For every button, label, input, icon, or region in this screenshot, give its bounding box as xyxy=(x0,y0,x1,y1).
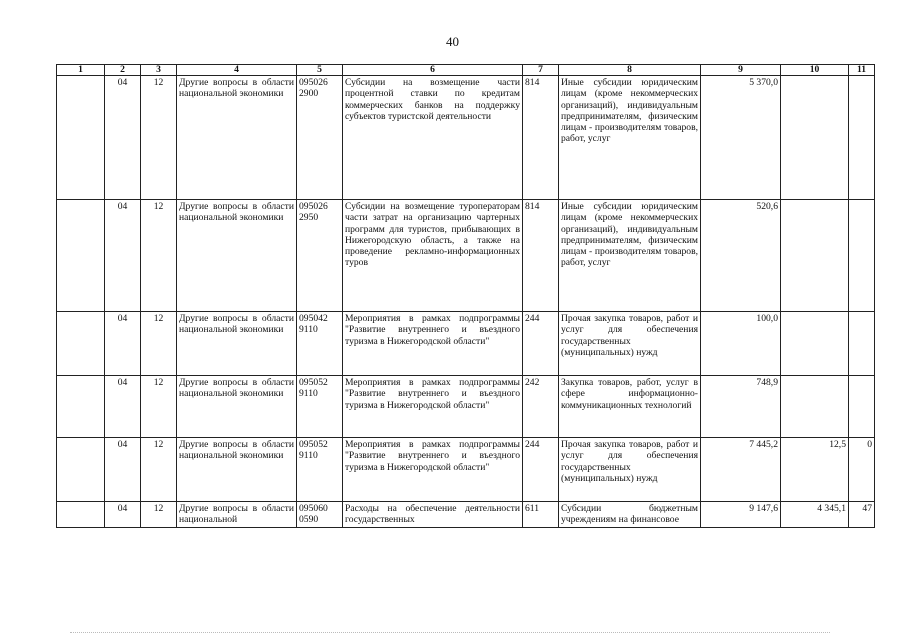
cell-amount: 5 370,0 xyxy=(701,76,781,200)
column-header: 4 xyxy=(177,65,297,76)
cell-percent xyxy=(849,200,875,312)
cell-expense-name: Иные субсидии юридическим лицам (кроме некоммерческих организаций), индивидуальным предпринимателям, физическим лицам - производителям товаров, работ, услуг xyxy=(559,200,701,312)
cell-percent xyxy=(849,312,875,376)
column-header: 1 xyxy=(57,65,105,76)
cell-expense-name: Субсидии бюджетным учреждениям на финансовое xyxy=(559,502,701,528)
cell-section: 04 xyxy=(105,200,141,312)
cell-target-name: Мероприятия в рамках подпрограммы "Развитие внутреннего и въездного туризма в Нижегородской области" xyxy=(343,376,523,438)
page-number: 40 xyxy=(446,34,459,49)
cell-col1 xyxy=(57,76,105,200)
cell-section-name: Другие вопросы в области национальной xyxy=(177,502,297,528)
table-header-row xyxy=(57,65,875,76)
cell-amount-executed xyxy=(781,200,849,312)
table-row xyxy=(57,502,875,528)
cell-target-code: 095052 9110 xyxy=(297,376,343,438)
cell-percent xyxy=(849,376,875,438)
cell-expense-name: Прочая закупка товаров, работ и услуг для обеспечения государственных (муниципальных) нужд xyxy=(559,312,701,376)
cell-target-name: Субсидии на возмещение туроператорам части затрат на организацию чартерных программ для туристов, прибывающих в Нижегородскую область, а также на проведение рекламно-информационных туров xyxy=(343,200,523,312)
cell-subsection: 12 xyxy=(141,502,177,528)
table-row xyxy=(57,312,875,376)
cell-section-name: Другие вопросы в области национальной экономики xyxy=(177,376,297,438)
cell-target-code: 095052 9110 xyxy=(297,438,343,502)
cell-section: 04 xyxy=(105,76,141,200)
cell-section-name: Другие вопросы в области национальной экономики xyxy=(177,438,297,502)
cell-expense-code: 814 xyxy=(523,76,559,200)
cell-subsection: 12 xyxy=(141,438,177,502)
cell-expense-name: Прочая закупка товаров, работ и услуг для обеспечения государственных (муниципальных) нужд xyxy=(559,438,701,502)
column-header: 5 xyxy=(297,65,343,76)
cell-amount-executed: 4 345,1 xyxy=(781,502,849,528)
cell-subsection: 12 xyxy=(141,200,177,312)
table-row xyxy=(57,438,875,502)
cell-col1 xyxy=(57,200,105,312)
cell-section-name: Другие вопросы в области национальной экономики xyxy=(177,200,297,312)
cell-expense-code: 242 xyxy=(523,376,559,438)
column-header: 11 xyxy=(849,65,875,76)
table-row xyxy=(57,76,875,200)
cell-section: 04 xyxy=(105,502,141,528)
cell-section-name: Другие вопросы в области национальной экономики xyxy=(177,76,297,200)
cell-expense-name: Закупка товаров, работ, услуг в сфере информационно-коммуникационных технологий xyxy=(559,376,701,438)
cell-amount: 748,9 xyxy=(701,376,781,438)
column-header: 7 xyxy=(523,65,559,76)
cell-target-code: 095026 2900 xyxy=(297,76,343,200)
cell-section: 04 xyxy=(105,376,141,438)
column-header: 9 xyxy=(701,65,781,76)
cell-expense-code: 244 xyxy=(523,312,559,376)
cell-target-name: Мероприятия в рамках подпрограммы "Развитие внутреннего и въездного туризма в Нижегородской области" xyxy=(343,312,523,376)
cell-col1 xyxy=(57,376,105,438)
cell-section: 04 xyxy=(105,438,141,502)
table-row xyxy=(57,376,875,438)
cell-expense-code: 244 xyxy=(523,438,559,502)
cell-amount-executed: 12,5 xyxy=(781,438,849,502)
cell-percent: 47 xyxy=(849,502,875,528)
cell-amount: 7 445,2 xyxy=(701,438,781,502)
cell-amount: 520,6 xyxy=(701,200,781,312)
cell-target-code: 095042 9110 xyxy=(297,312,343,376)
cell-subsection: 12 xyxy=(141,376,177,438)
cell-amount-executed xyxy=(781,312,849,376)
cell-section-name: Другие вопросы в области национальной экономики xyxy=(177,312,297,376)
column-header: 3 xyxy=(141,65,177,76)
scan-artifact-line xyxy=(70,632,830,634)
table-row xyxy=(57,200,875,312)
cell-expense-name: Иные субсидии юридическим лицам (кроме некоммерческих организаций), индивидуальным предпринимателям, физическим лицам - производителям товаров, работ, услуг xyxy=(559,76,701,200)
cell-amount-executed xyxy=(781,376,849,438)
column-header: 6 xyxy=(343,65,523,76)
cell-expense-code: 814 xyxy=(523,200,559,312)
column-header: 2 xyxy=(105,65,141,76)
cell-amount: 100,0 xyxy=(701,312,781,376)
column-header: 10 xyxy=(781,65,849,76)
cell-col1 xyxy=(57,502,105,528)
cell-target-name: Субсидии на возмещение части процентной ставки по кредитам коммерческих банков на поддержку субъектов туристской деятельности xyxy=(343,76,523,200)
cell-target-code: 095026 2950 xyxy=(297,200,343,312)
cell-col1 xyxy=(57,438,105,502)
cell-target-name: Расходы на обеспечение деятельности государственных xyxy=(343,502,523,528)
cell-percent: 0 xyxy=(849,438,875,502)
cell-section: 04 xyxy=(105,312,141,376)
cell-percent xyxy=(849,76,875,200)
budget-table xyxy=(56,64,875,528)
cell-target-code: 095060 0590 xyxy=(297,502,343,528)
cell-subsection: 12 xyxy=(141,76,177,200)
cell-amount: 9 147,6 xyxy=(701,502,781,528)
column-header: 8 xyxy=(559,65,701,76)
cell-subsection: 12 xyxy=(141,312,177,376)
cell-expense-code: 611 xyxy=(523,502,559,528)
cell-col1 xyxy=(57,312,105,376)
cell-target-name: Мероприятия в рамках подпрограммы "Развитие внутреннего и въездного туризма в Нижегородской области" xyxy=(343,438,523,502)
cell-amount-executed xyxy=(781,76,849,200)
